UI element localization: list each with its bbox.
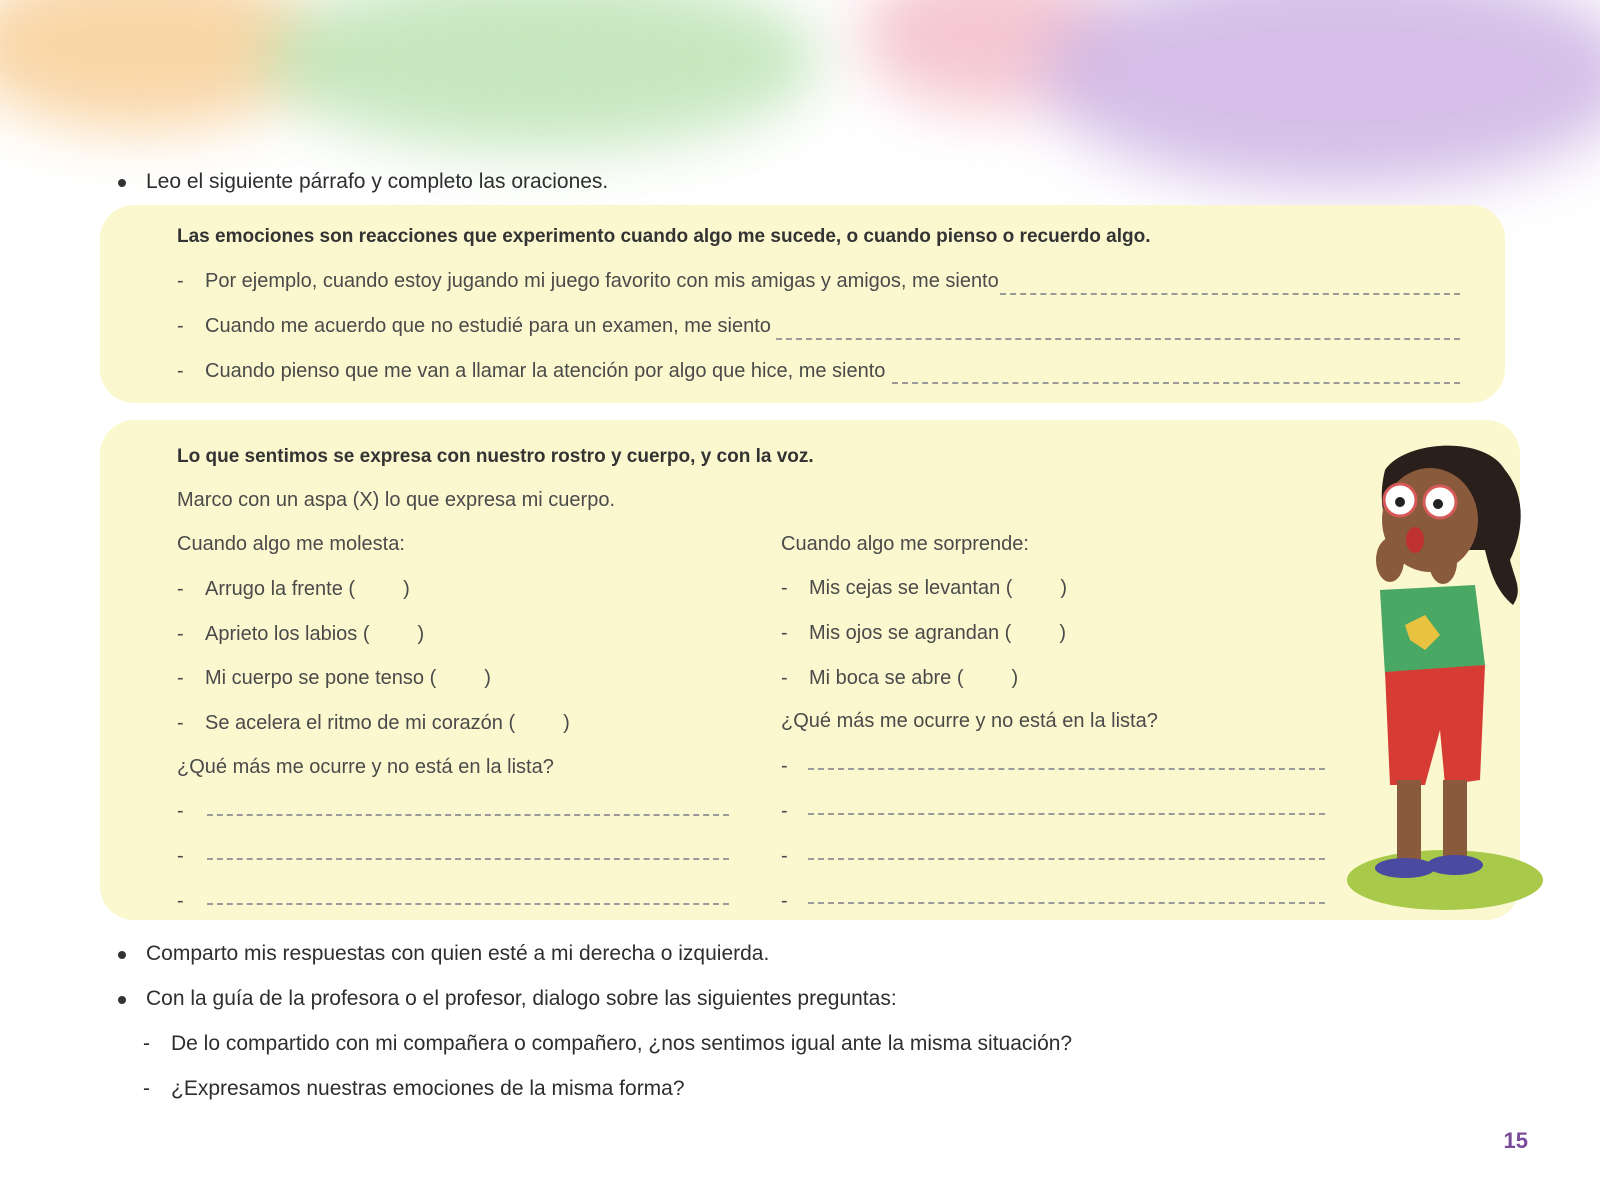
item-text: Mis cejas se levantan ( bbox=[809, 577, 1013, 599]
panel1-item-1 bbox=[177, 270, 999, 293]
left-column-title: Cuando algo me molesta: bbox=[177, 533, 405, 555]
left-question: ¿Qué más me ocurre y no está en la lista? bbox=[177, 756, 554, 778]
dash: - bbox=[177, 712, 184, 734]
panel1-item-2 bbox=[177, 315, 771, 338]
item-text: Mis ojos se agrandan ( bbox=[809, 622, 1012, 644]
dash: - bbox=[781, 667, 788, 689]
item-text: Arrugo la frente ( bbox=[205, 578, 356, 600]
question-text: De lo compartido con mi compañera o compañero, ¿nos sentimos igual ante la misma situación? bbox=[171, 1032, 1073, 1055]
left-blank-dash-1: - bbox=[177, 800, 184, 822]
item-text: Cuando pienso que me van a llamar la atención por algo que hice, me siento bbox=[205, 360, 886, 382]
close-paren: ) bbox=[417, 623, 425, 645]
close-paren: ) bbox=[403, 578, 410, 600]
left-answer-blank-1[interactable] bbox=[207, 814, 729, 816]
left-answer-blank-3[interactable] bbox=[207, 903, 729, 905]
answer-blank-3[interactable] bbox=[892, 382, 1460, 384]
right-blank-dash-4: - bbox=[781, 890, 788, 912]
dash: - bbox=[781, 577, 788, 599]
item-text: Mi boca se abre ( bbox=[809, 667, 964, 689]
dash: - bbox=[781, 622, 788, 644]
right-question: ¿Qué más me ocurre y no está en la lista? bbox=[781, 710, 1158, 732]
item-text: Por ejemplo, cuando estoy jugando mi juego favorito con mis amigas y amigos, me siento bbox=[205, 270, 999, 292]
page-number: 15 bbox=[1503, 1128, 1528, 1153]
dash: - bbox=[177, 578, 184, 600]
panel2-heading: Lo que sentimos se expresa con nuestro rostro y cuerpo, y con la voz. bbox=[177, 446, 814, 467]
item-text: Aprieto los labios ( bbox=[205, 623, 370, 645]
discussion-question-1 bbox=[143, 1032, 1072, 1056]
item-text: Cuando me acuerdo que no estudié para un examen, me siento bbox=[205, 315, 771, 337]
left-item-4 bbox=[177, 712, 570, 735]
right-item-1 bbox=[781, 577, 1067, 600]
right-answer-blank-3[interactable] bbox=[808, 858, 1325, 860]
answer-blank-1[interactable] bbox=[1000, 293, 1460, 295]
dash: - bbox=[177, 270, 184, 292]
question-text: ¿Expresamos nuestras emociones de la misma forma? bbox=[171, 1077, 685, 1100]
right-item-3 bbox=[781, 667, 1018, 690]
instruction-text: Leo el siguiente párrafo y completo las oraciones. bbox=[146, 170, 609, 193]
panel2-instruction: Marco con un aspa (X) lo que expresa mi cuerpo. bbox=[177, 489, 615, 511]
right-answer-blank-4[interactable] bbox=[808, 902, 1325, 904]
right-column-title: Cuando algo me sorprende: bbox=[781, 533, 1029, 555]
dash: - bbox=[177, 623, 184, 645]
instruction-text: Comparto mis respuestas con quien esté a mi derecha o izquierda. bbox=[146, 942, 770, 965]
close-paren: ) bbox=[484, 667, 491, 689]
close-paren: ) bbox=[1059, 622, 1066, 644]
right-answer-blank-2[interactable] bbox=[808, 813, 1325, 815]
item-text: Se acelera el ritmo de mi corazón ( bbox=[205, 712, 516, 734]
dash: - bbox=[177, 360, 184, 382]
instruction-bullet-1 bbox=[118, 170, 608, 194]
panel1-heading: Las emociones son reacciones que experimento cuando algo me sucede, o cuando pienso o recuerdo algo. bbox=[177, 226, 1151, 247]
instruction-bullet-3 bbox=[118, 987, 897, 1011]
close-paren: ) bbox=[1011, 667, 1019, 689]
left-item-3 bbox=[177, 667, 491, 690]
right-blank-dash-2: - bbox=[781, 800, 788, 822]
left-item-2 bbox=[177, 623, 424, 646]
close-paren: ) bbox=[1060, 577, 1068, 599]
left-answer-blank-2[interactable] bbox=[207, 858, 729, 860]
right-blank-dash-3: - bbox=[781, 845, 788, 867]
discussion-question-2 bbox=[143, 1077, 685, 1101]
panel1-item-3 bbox=[177, 360, 885, 383]
right-blank-dash-1: - bbox=[781, 755, 788, 777]
left-item-1 bbox=[177, 578, 410, 601]
dash: - bbox=[177, 315, 184, 337]
instruction-text: Con la guía de la profesora o el profesor, dialogo sobre las siguientes preguntas: bbox=[146, 987, 897, 1010]
left-blank-dash-3: - bbox=[177, 890, 184, 912]
left-blank-dash-2: - bbox=[177, 845, 184, 867]
item-text: Mi cuerpo se pone tenso ( bbox=[205, 667, 437, 689]
instruction-bullet-2 bbox=[118, 942, 769, 966]
answer-blank-2[interactable] bbox=[776, 338, 1460, 340]
surprised-girl-illustration bbox=[1345, 440, 1545, 920]
dash: - bbox=[143, 1032, 150, 1055]
right-item-2 bbox=[781, 622, 1066, 645]
close-paren: ) bbox=[563, 712, 570, 734]
dash: - bbox=[177, 667, 184, 689]
dash: - bbox=[143, 1077, 150, 1100]
right-answer-blank-1[interactable] bbox=[808, 768, 1325, 770]
